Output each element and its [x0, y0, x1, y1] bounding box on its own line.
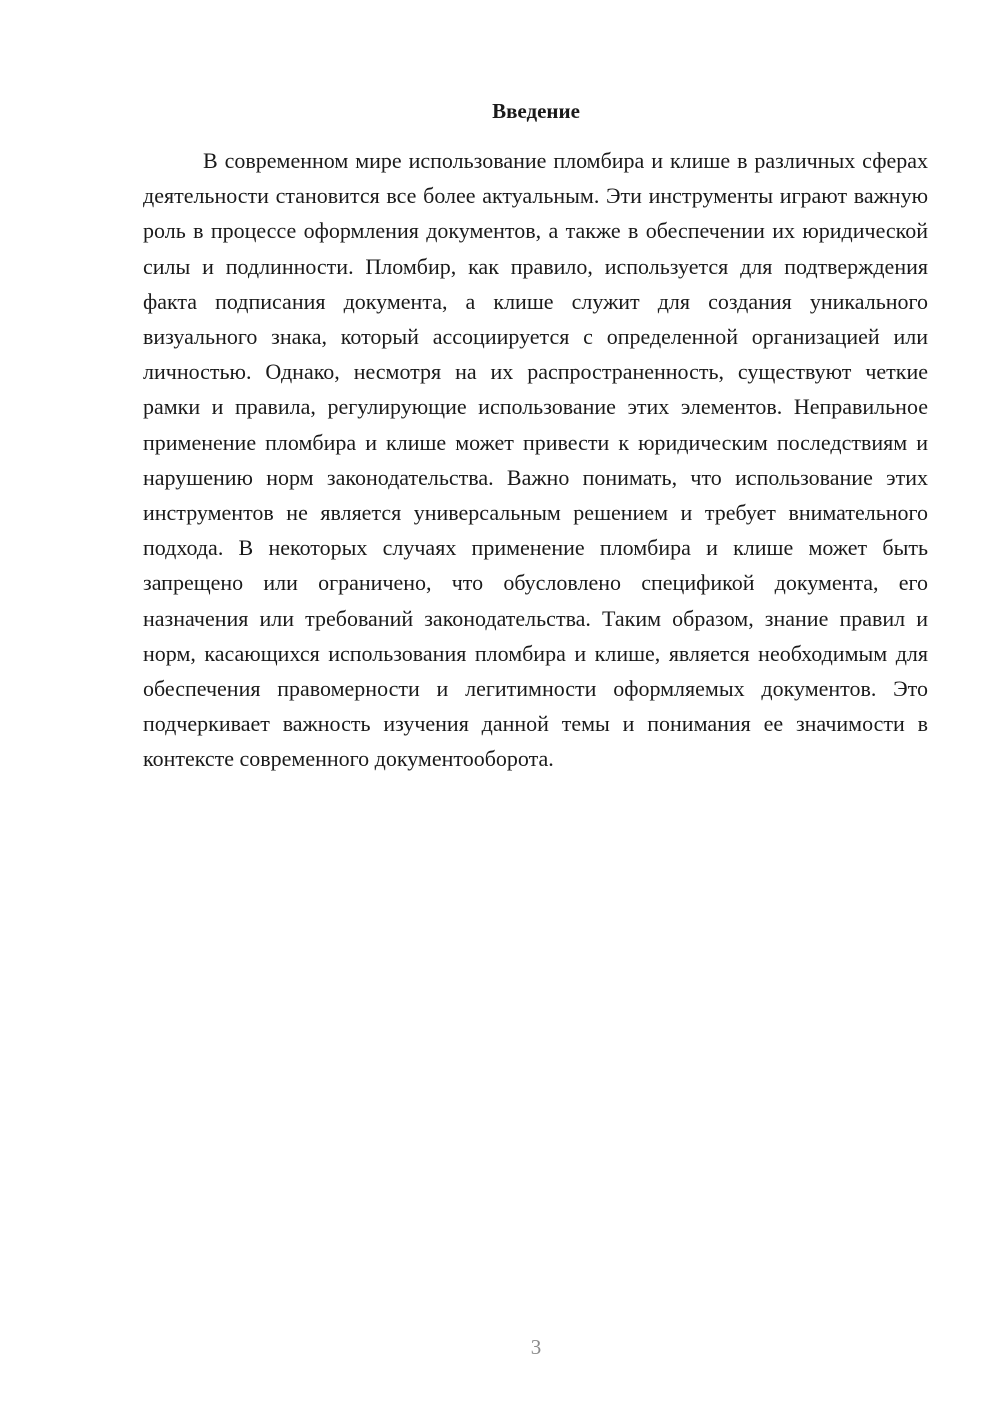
- body-paragraph: В современном мире использование пломбира и клише в различных сферах деятельности становится все более актуальным. Эти инструменты играют важную роль в процессе оформления документов, а также в обеспечении их юридической силы и подлинности. Пломбир, как правило, используется для подтверждения факта подписания документа, а клише служит для создания уникального визуального знака, который ассоциируется с определенной организацией или личностью. Однако, несмотря на их распространенность, существуют четкие рамки и правила, регулирующие использование этих элементов. Неправильное применение пломбира и клише может привести к юридическим последствиям и нарушению норм законодательства. Важно понимать, что использование этих инструментов не является универсальным решением и требует внимательного подхода. В некоторых случаях применение пломбира и клише может быть запрещено или ограничено, что обусловлено спецификой документа, его назначения или требований законодательства. Таким образом, знание правил и норм, касающихся использования пломбира и клише, является необходимым для обеспечения правомерности и легитимности оформляемых документов. Это подчеркивает важность изучения данной темы и понимания ее значимости в контексте современного документооборота.: [143, 148, 928, 772]
- page-number: 3: [530, 1335, 542, 1359]
- section-heading: Введение: [492, 99, 580, 123]
